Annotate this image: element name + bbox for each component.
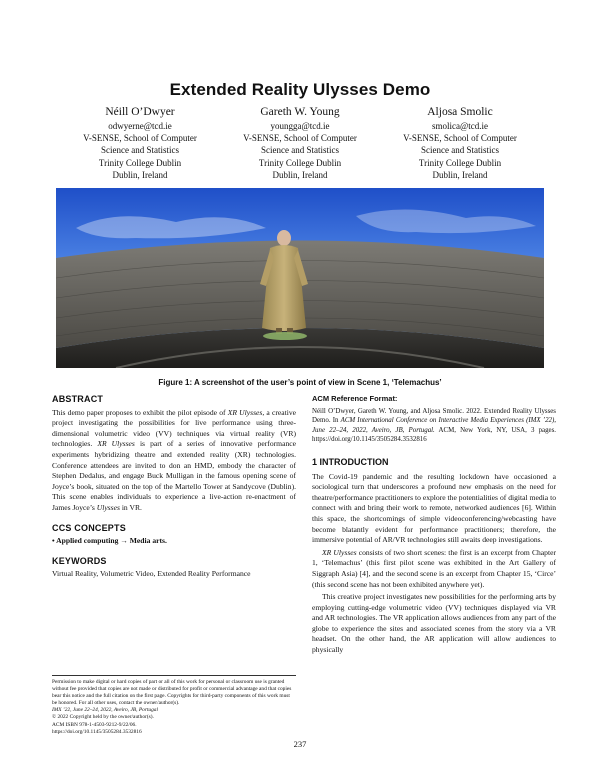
teaser-figure-image (56, 188, 544, 368)
author-affiliation: Dublin, Ireland (432, 169, 488, 180)
intro-paragraph-1: The Covid-19 pandemic and the resulting lockdown have occasioned a sociological turn that underscores a profound new emphasis on the need for theatre/performance practitioners to explore the potentialities of digital media to connect with and bring their work to remote, networked audiences [6]. Within this space, the shortcomings of simple videoconferencing/webcasting have become blatantly evident for performance practitioners; therefore, the immersive potential of AR/VR technologies still awaits deep investigations. (312, 471, 556, 545)
reference-text: Néill O’Dwyer, Gareth W. Young, and Aljosa Smolic. 2022. Extended Reality Ulysses Demo. In ACM International Conference on Interactive Media Experiences (IMX ’22), June 22–24, 2022, Aveiro, JB, Portugal. ACM, New York, NY, USA, 3 pages. https://doi.org/10.1145/3505284.3532816 (312, 407, 556, 444)
author-2 (220, 105, 380, 181)
author-name: Gareth W. Young (260, 106, 340, 118)
abstract-heading: ABSTRACT (52, 394, 104, 404)
author-email: youngga@tcd.ie (270, 121, 330, 131)
paper-title: Extended Reality Ulysses Demo (169, 80, 431, 99)
introduction-heading: 1 INTRODUCTION (312, 456, 389, 467)
reference-heading: ACM Reference Format: (312, 394, 398, 403)
intro-paragraph-2: XR Ulysses consists of two short scenes: the first is an excerpt from Chapter 1, ‘Telemachus’ (this first pilot scene was exhibited in the Art Gallery of Siggraph Asia) [4], and the second scene is an excerpt from Chapter 15, ‘Circe’ (this second scene has not been exhibited anywhere yet). (312, 547, 556, 589)
right-column (312, 394, 556, 656)
author-affiliation: Trinity College Dublin (418, 157, 502, 168)
permission-notice: Permission to make digital or hard copies of part or all of this work for personal or classroom use is granted without fee provided that copies are not made or distributed for profit or commercial advantage and that copies bear this notice and the full citation on the first page. Copyrights for third-party components of this work must be honored. For all other uses, contact the owner/author(s). (52, 679, 292, 707)
vr-scene-illustration (56, 188, 544, 368)
author-affiliation: Science and Statistics (101, 145, 179, 156)
author-affiliation: Trinity College Dublin (258, 157, 342, 168)
venue-line: IMX ’22, June 22–24, 2022, Aveiro, JB, Portugal (52, 707, 158, 714)
author-block (60, 105, 540, 181)
author-affiliation: V-SENSE, School of Computer (243, 133, 357, 144)
keywords-heading: KEYWORDS (52, 555, 107, 566)
author-affiliation: Science and Statistics (421, 145, 499, 156)
abstract-section (52, 394, 296, 514)
author-affiliation: V-SENSE, School of Computer (403, 133, 517, 144)
author-name: Aljosa Smolic (427, 106, 493, 118)
copyright-line: © 2022 Copyright held by the owner/author(s). (52, 714, 154, 721)
author-affiliation: Trinity College Dublin (98, 157, 182, 168)
ccs-section (52, 523, 296, 547)
intro-paragraph-3: This creative project investigates new possibilities for the performing arts by employing cutting-edge volumetric video (VV) techniques displayed via VR and AR technologies. The VR application allows audiences from any part of the globe to experience the sites and associated scenes from the story via a VR headset. On the other hand, the AR application will allow audiences to physically (312, 592, 556, 655)
author-email: odwyerne@tcd.ie (108, 121, 172, 131)
reference-format (312, 394, 556, 445)
author-affiliation: V-SENSE, School of Computer (83, 133, 197, 144)
keywords-section (52, 556, 296, 580)
doi-line: https://doi.org/10.1145/3505284.3532816 (52, 728, 142, 735)
left-column (52, 394, 296, 589)
author-name: Néill O’Dwyer (105, 106, 175, 118)
ccs-item: • Applied computing → Media arts. (52, 536, 167, 546)
author-1 (60, 105, 220, 181)
keywords-text: Virtual Reality, Volumetric Video, Extended Reality Performance (52, 569, 251, 579)
author-affiliation: Dublin, Ireland (272, 169, 328, 180)
author-affiliation: Dublin, Ireland (112, 169, 168, 180)
isbn-line: ACM ISBN 978-1-4503-9212-9/22/06. (52, 721, 137, 728)
copyright-footnote (52, 675, 296, 736)
author-email: smolica@tcd.ie (431, 121, 489, 131)
author-affiliation: Science and Statistics (261, 145, 339, 156)
page-number: 237 (293, 739, 307, 749)
ccs-heading: CCS CONCEPTS (52, 522, 126, 533)
figure-caption: Figure 1: A screenshot of the user’s point of view in Scene 1, ‘Telemachus’ (158, 378, 442, 387)
abstract-text: This demo paper proposes to exhibit the pilot episode of XR Ulysses, a creative project investigating the possibilities for live performance using three-dimensional volumetric video (VV) techniques via virtual reality (VR) technologies. XR Ulysses is part of a series of innovative performance experiments hybridizing theatre and extended reality (XR) technologies. Conference attendees are invited to don an HMD, embody the character of Stephen Dedalus, and engage Buck Mulligan in the famous opening scene of Joyce’s book, situated on the top of the Martello Tower at Sandycove (Dublin). This scene enables individuals to experience a live-action re-enactment of James Joyce’s Ulysses in VR. (52, 407, 297, 512)
author-3 (380, 105, 540, 181)
